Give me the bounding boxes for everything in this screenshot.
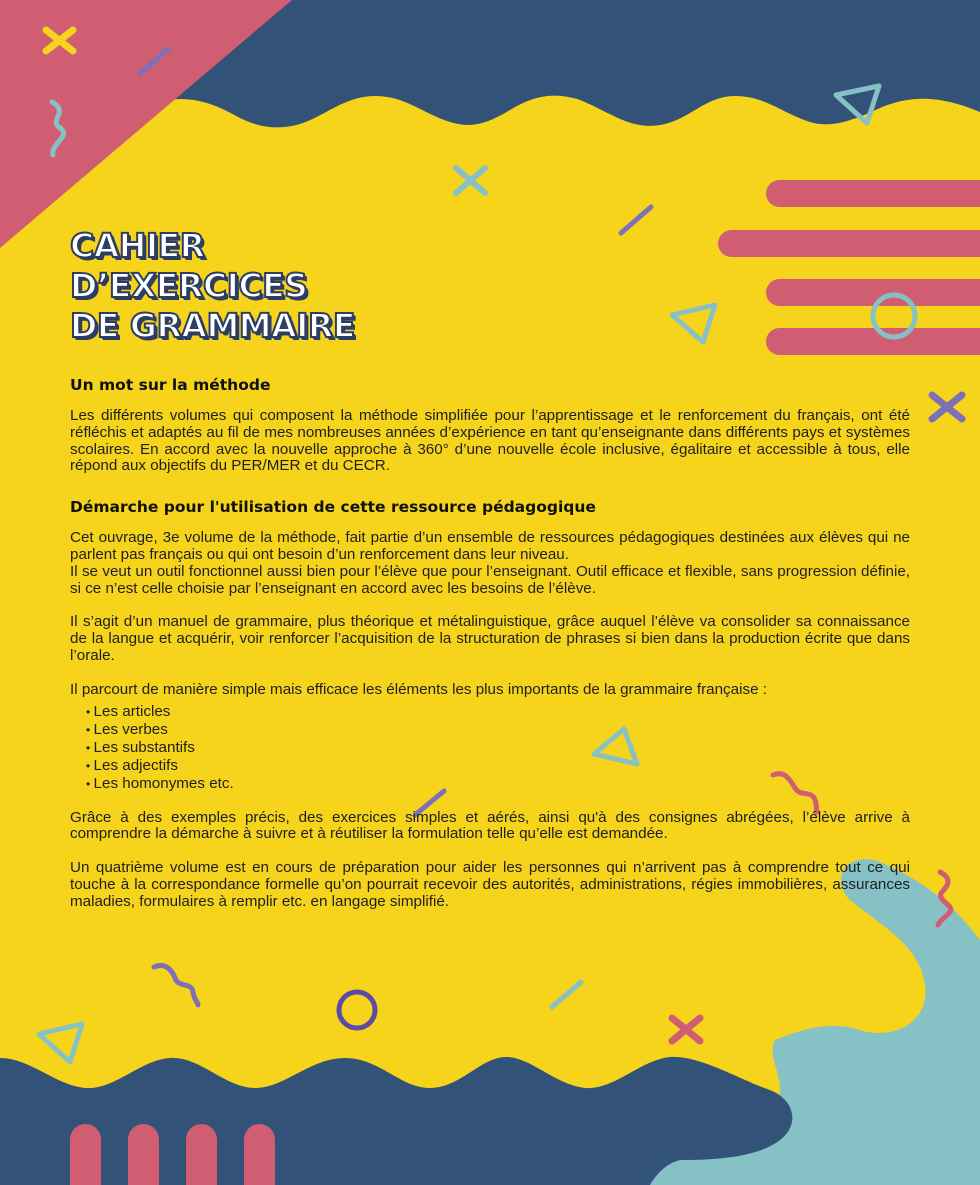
teal-x-icon (456, 168, 485, 193)
paragraph: Un quatrième volume est en cours de préparation pour aider les personnes qui n’arrivent pas à comprendre tout ce qui touche à la correspondance formelle qu’on pourrait recevoir des autorités, administrations, régies immobilières, assurances maladies, formulaires à remplir etc. en langage simplifié. (70, 859, 910, 910)
purple-squiggle-icon (154, 965, 198, 1005)
teal-triangle-bottom-icon (39, 1024, 82, 1062)
list-item: • Les articles (86, 703, 910, 721)
pink-bars (718, 180, 980, 355)
section-heading-method: Un mot sur la méthode (70, 376, 271, 394)
paragraph: Il se veut un outil fonctionnel aussi bien pour l’élève que pour l’enseignant. Outil efficace et flexible, sans progression définie, si ce n’est celle choisie par l’enseignant en accord avec les besoins de l’élève. (70, 562, 910, 597)
paragraph: Il s’agit d’un manuel de grammaire, plus théorique et métalinguistique, grâce auquel l’élève va consolider sa connaissance de la langue et acquérir, voir renforcer l’acquisition de la structuration de phrases si bien dans la production écrite que dans l’orale. (70, 613, 910, 664)
section-approach (70, 497, 910, 910)
title-line-2: D’EXERCICES (70, 266, 308, 305)
section-method (70, 375, 910, 475)
pink-x-icon (672, 1018, 700, 1041)
teal-triangle-mid-icon (672, 305, 715, 342)
teal-dash-icon (552, 982, 581, 1007)
list-item: • Les adjectifs (86, 757, 910, 775)
list-item: • Les substantifs (86, 739, 910, 757)
paragraph: Il parcourt de manière simple mais efficace les éléments les plus importants de la grammaire française : (70, 680, 767, 698)
title-line-3: DE GRAMMAIRE (70, 306, 355, 345)
list-item: • Les verbes (86, 721, 910, 739)
purple-dash-2-icon (621, 207, 651, 233)
paragraph: Cet ouvrage, 3e volume de la méthode, fait partie d’un ensemble de ressources pédagogiques destinées aux élèves qui ne parlent pas français ou qui ont besoin d’un renforcement dans leur niveau. (70, 529, 910, 563)
purple-x-icon (932, 395, 962, 419)
grammar-topics-list (86, 703, 910, 793)
paragraph: Grâce à des exemples précis, des exercices simples et aérés, ainsi qu'à des consignes abrégées, l’élève arrive à comprendre la démarche à suivre et à réutiliser la formulation telle qu’elle est demandée. (70, 808, 910, 843)
main-content (70, 375, 910, 928)
list-item: • Les homonymes etc. (86, 775, 910, 793)
paragraph: Les différents volumes qui composent la méthode simplifiée pour l’apprentissage et le renforcement du français, ont été réfléchis et adaptés au fil de mes nombreuses années d’expérience en tant qu’enseignante dans différents pays et systèmes scolaires. En accord avec la nouvelle approche à 360° d’une nouvelle école inclusive, égalitaire et accessible à tous, elle répond aux objectifs du PER/MER et du CECR. (70, 407, 910, 475)
purple-circle-icon (339, 992, 375, 1028)
title-line-1: CAHIER (70, 226, 205, 265)
top-left-pink-triangle (0, 0, 292, 248)
page-title (70, 226, 355, 346)
section-heading-approach: Démarche pour l'utilisation de cette ressource pédagogique (70, 498, 596, 517)
